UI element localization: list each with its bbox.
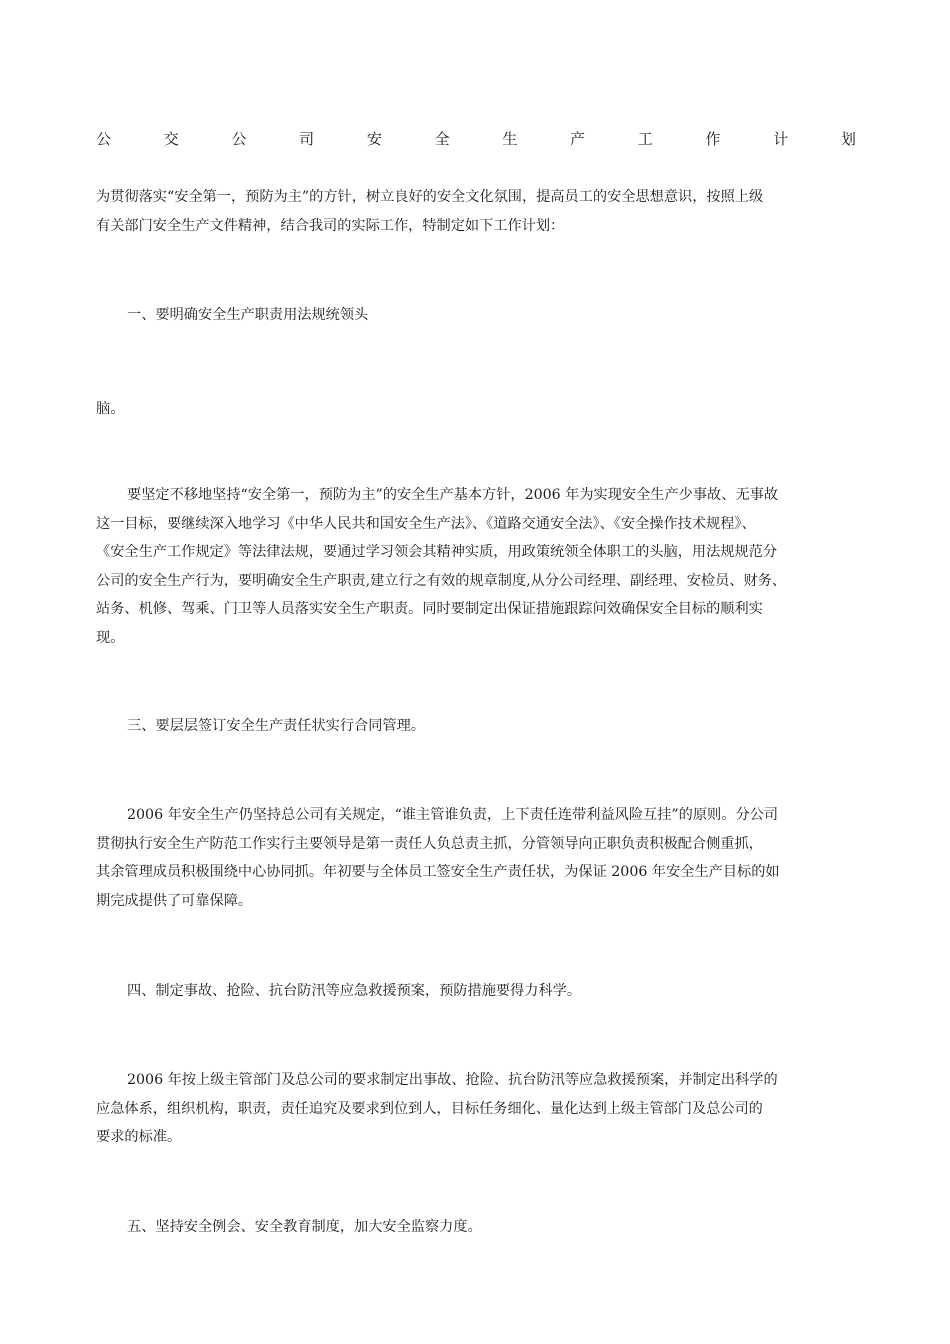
paragraph-line: 站务、机修、驾乘、门卫等人员落实安全生产职责。同时要制定出保证措施跟踪问效确保安全目标的顺利实 [96,601,763,618]
paragraph-line: 公司的安全生产行为，要明确安全生产职责,建立行之有效的规章制度,从分公司经理、副经理、安检员、财务、 [96,572,787,589]
paragraph-line: 2006 年安全生产仍坚持总公司有关规定，“谁主管谁负责，上下责任连带利益风险互挂”的原则。分公司 [127,807,779,823]
section-heading-4: 四、制定事故、抢险、抗台防汛等应急救援预案，预防措施要得力科学。 [127,983,582,999]
title-char: 安 [366,130,382,148]
title-char: 划 [840,130,856,148]
intro-line: 有关部门安全生产文件精神，结合我司的实际工作，特制定如下工作计划： [96,217,565,234]
paragraph-line: 《安全生产工作规定》等法律法规，要通过学习领会其精神实质，用政策统领全体职工的头脑，用法规规范分 [96,544,778,561]
document-title [96,128,856,150]
title-char: 产 [570,130,586,148]
paragraph-1 [96,481,871,653]
title-char: 司 [299,130,315,148]
title-char: 工 [637,130,653,148]
title-char: 公 [96,130,112,148]
section-heading-1-continuation: 脑。 [96,401,125,417]
title-char: 全 [434,130,450,148]
paragraph-4 [96,1066,871,1152]
section-heading-1: 一、要明确安全生产职责用法规统领头 [127,307,369,323]
title-char: 作 [705,130,721,148]
section-heading-5: 五、坚持安全例会、安全教育制度，加大安全监察力度。 [127,1219,482,1235]
paragraph-line: 要求的标准。 [96,1129,182,1146]
paragraph-3 [96,801,871,915]
title-char: 计 [773,130,789,148]
paragraph-line: 贯彻执行安全生产防范工作实行主要领导是第一责任人负总责主抓，分管领导向正职负责积极配合侧重抓， [96,835,763,852]
paragraph-line: 应急体系，组织机构，职责，责任追究及要求到位到人，目标任务细化、量化达到上级主管部门及总公司的 [96,1100,763,1117]
paragraph-line: 期完成提供了可靠保障。 [96,892,253,909]
paragraph-line: 要坚定不移地坚持“安全第一，预防为主”的安全生产基本方针，2006 年为实现安全生产少事故、无事故 [127,487,779,503]
intro-paragraph [96,183,871,240]
intro-line: 为贯彻落实“安全第一，预防为主”的方针，树立良好的安全文化氛围，提高员工的安全思想意识，按照上级 [96,189,764,205]
title-char: 公 [231,130,247,148]
paragraph-line: 这一目标，要继续深入地学习《中华人民共和国安全生产法》、《道路交通安全法》、《安全操作技术规程》、 [96,515,756,532]
paragraph-line: 现。 [96,629,125,646]
paragraph-line: 2006 年按上级主管部门及总公司的要求制定出事故、抢险、抗台防汛等应急救援预案，并制定出科学的 [127,1072,778,1088]
section-heading-3: 三、要层层签订安全生产责任状实行合同管理。 [127,718,425,734]
paragraph-line: 其余管理成员积极围绕中心协同抓。年初要与全体员工签安全生产责任状，为保证 2006 年安全生产目标的如 [96,864,780,881]
title-char: 交 [163,130,179,148]
title-char: 生 [502,130,518,148]
